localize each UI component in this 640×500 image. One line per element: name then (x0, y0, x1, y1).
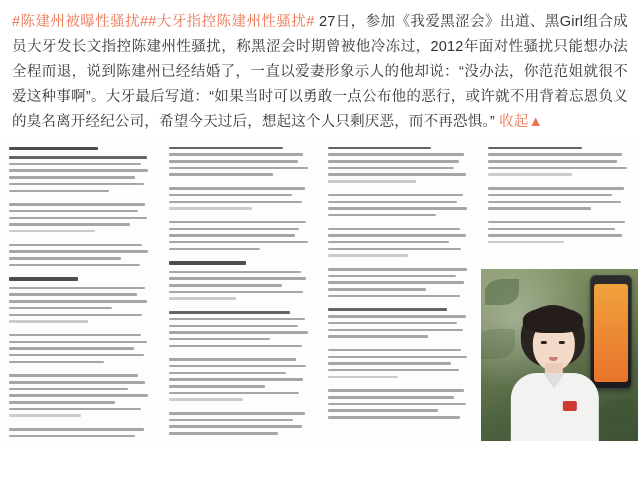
collapse-label: 收起 (499, 113, 529, 130)
image-item-2[interactable] (162, 141, 320, 441)
image-grid (0, 141, 640, 441)
screenshot-text-4 (481, 141, 639, 269)
collapse-button[interactable]: 收起▲ (499, 113, 544, 130)
hashtag-secondary[interactable]: #大牙指控陈建州性骚扰# (148, 14, 315, 30)
image-item-4[interactable] (481, 141, 639, 441)
eye-right (559, 341, 565, 344)
screenshot-text-2 (162, 141, 320, 441)
photo-portrait[interactable] (481, 269, 639, 441)
person-figure (503, 297, 611, 441)
eye-left (541, 341, 547, 344)
hashtag-primary[interactable]: #陈建州被曝性骚扰# (12, 14, 149, 30)
hair-bangs (523, 307, 583, 333)
screenshot-text-3 (321, 141, 479, 441)
post-body: 27日，参加《我爱黑涩会》出道、黑Girl组合成员大牙发长文指控陈建州性骚扰，称黑涩会时期曾被他冷冻过，2012年面对性骚扰只能想办法全程而退，说到陈建州已经结婚了，一直以爱妻形象示人的他却说：“没办法，你范范姐就很不爱这种事啊”。大牙最后写道：“如果当时可以勇敢一点公布他的恶行，或许就不用背着忘恩负义的臭名离开经纪公司，希望今天过后，想起这个人只剩厌恶，而不再恐惧。” (12, 14, 628, 130)
image-item-1[interactable] (2, 141, 160, 441)
post-text (0, 0, 640, 135)
badge (563, 401, 577, 411)
screenshot-text-1 (2, 141, 160, 441)
image-item-3[interactable] (321, 141, 479, 441)
